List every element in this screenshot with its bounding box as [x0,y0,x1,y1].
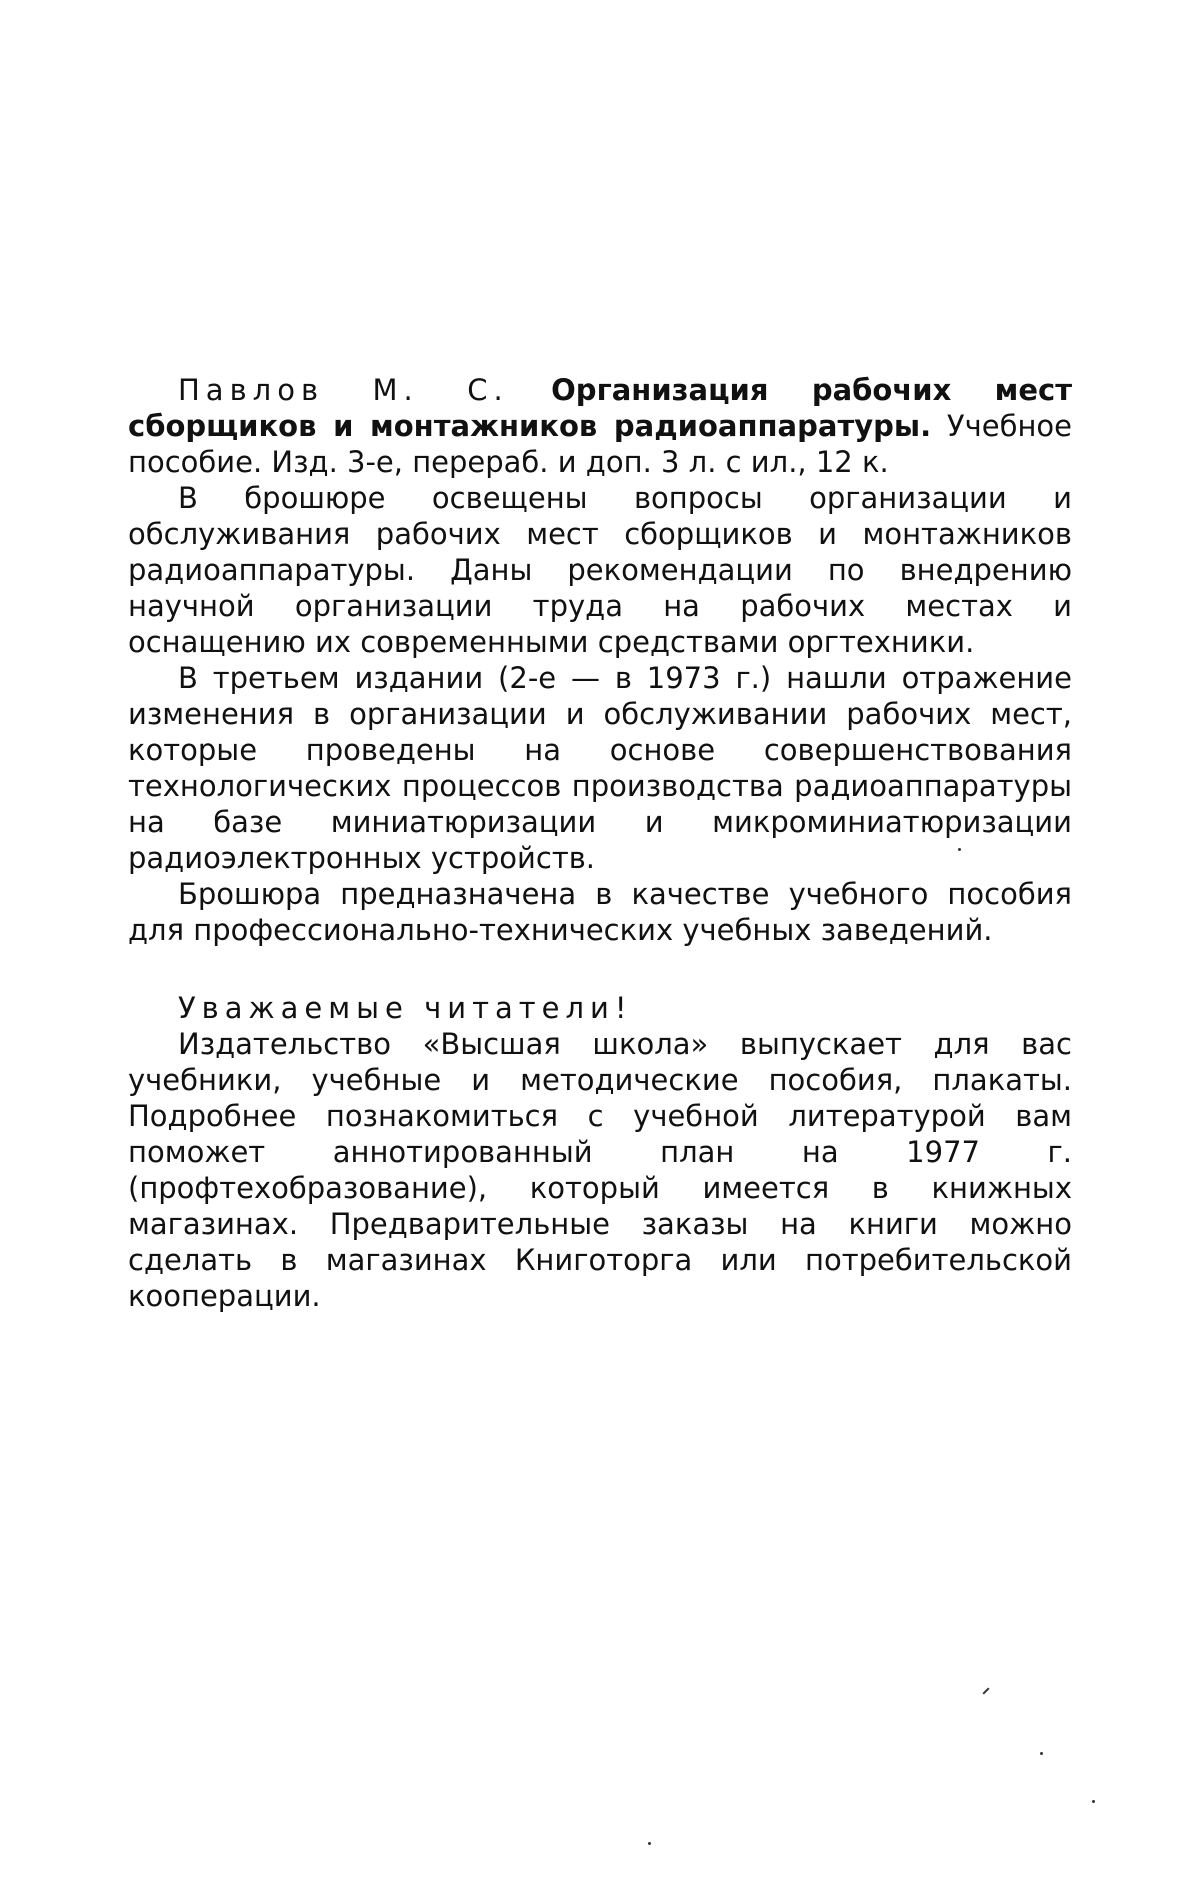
notice-greeting: Уважаемые читатели! [178,991,633,1025]
edition-details: Учебное пособие. Изд. 3-е, перераб. и доп. 3 л. с ил., 12 к. [128,409,1072,479]
scan-speck [648,1842,651,1845]
bibliographic-entry [128,372,1072,480]
scan-speck [1092,1800,1095,1803]
publisher-notice [128,990,1072,1314]
description-paragraph-2: В третьем издании (2-е — в 1973 г.) нашли отражение изменения в организации и обслуживании рабочих мест, которые проведены на основе совершенствования технологических процессов производства радиоаппаратуры на базе миниатюризации и микроминиатюризации радиоэлектронных устройств. [128,661,1072,875]
annotation-block [128,372,1072,948]
scan-mark [982,1687,989,1694]
book-title: Организация рабочих мест сборщиков и монтажников радиоаппаратуры. [128,373,1072,443]
author-name: Павлов М. С. [178,373,509,407]
description-paragraph-1: В брошюре освещены вопросы организации и обслуживания рабочих мест сборщиков и монтажников радиоаппаратуры. Даны рекомендации по внедрению научной организации труда на рабочих местах и оснащению их современными средствами оргтехники. [128,481,1072,659]
scan-speck [958,848,961,851]
scan-speck [1040,1752,1043,1755]
notice-body: Издательство «Высшая школа» выпускает для вас учебники, учебные и методические пособия, плакаты. Подробнее познакомиться с учебной литературой вам поможет аннотированный план на 1977 г. (профтехобразование), который имеется в книжных магазинах. Предварительные заказы на книги можно сделать в магазинах Книготорга или потребительской кооперации. [128,1027,1072,1313]
description-paragraph-3: Брошюра предназначена в качестве учебного пособия для профессионально-технических учебных заведений. [128,877,1072,947]
